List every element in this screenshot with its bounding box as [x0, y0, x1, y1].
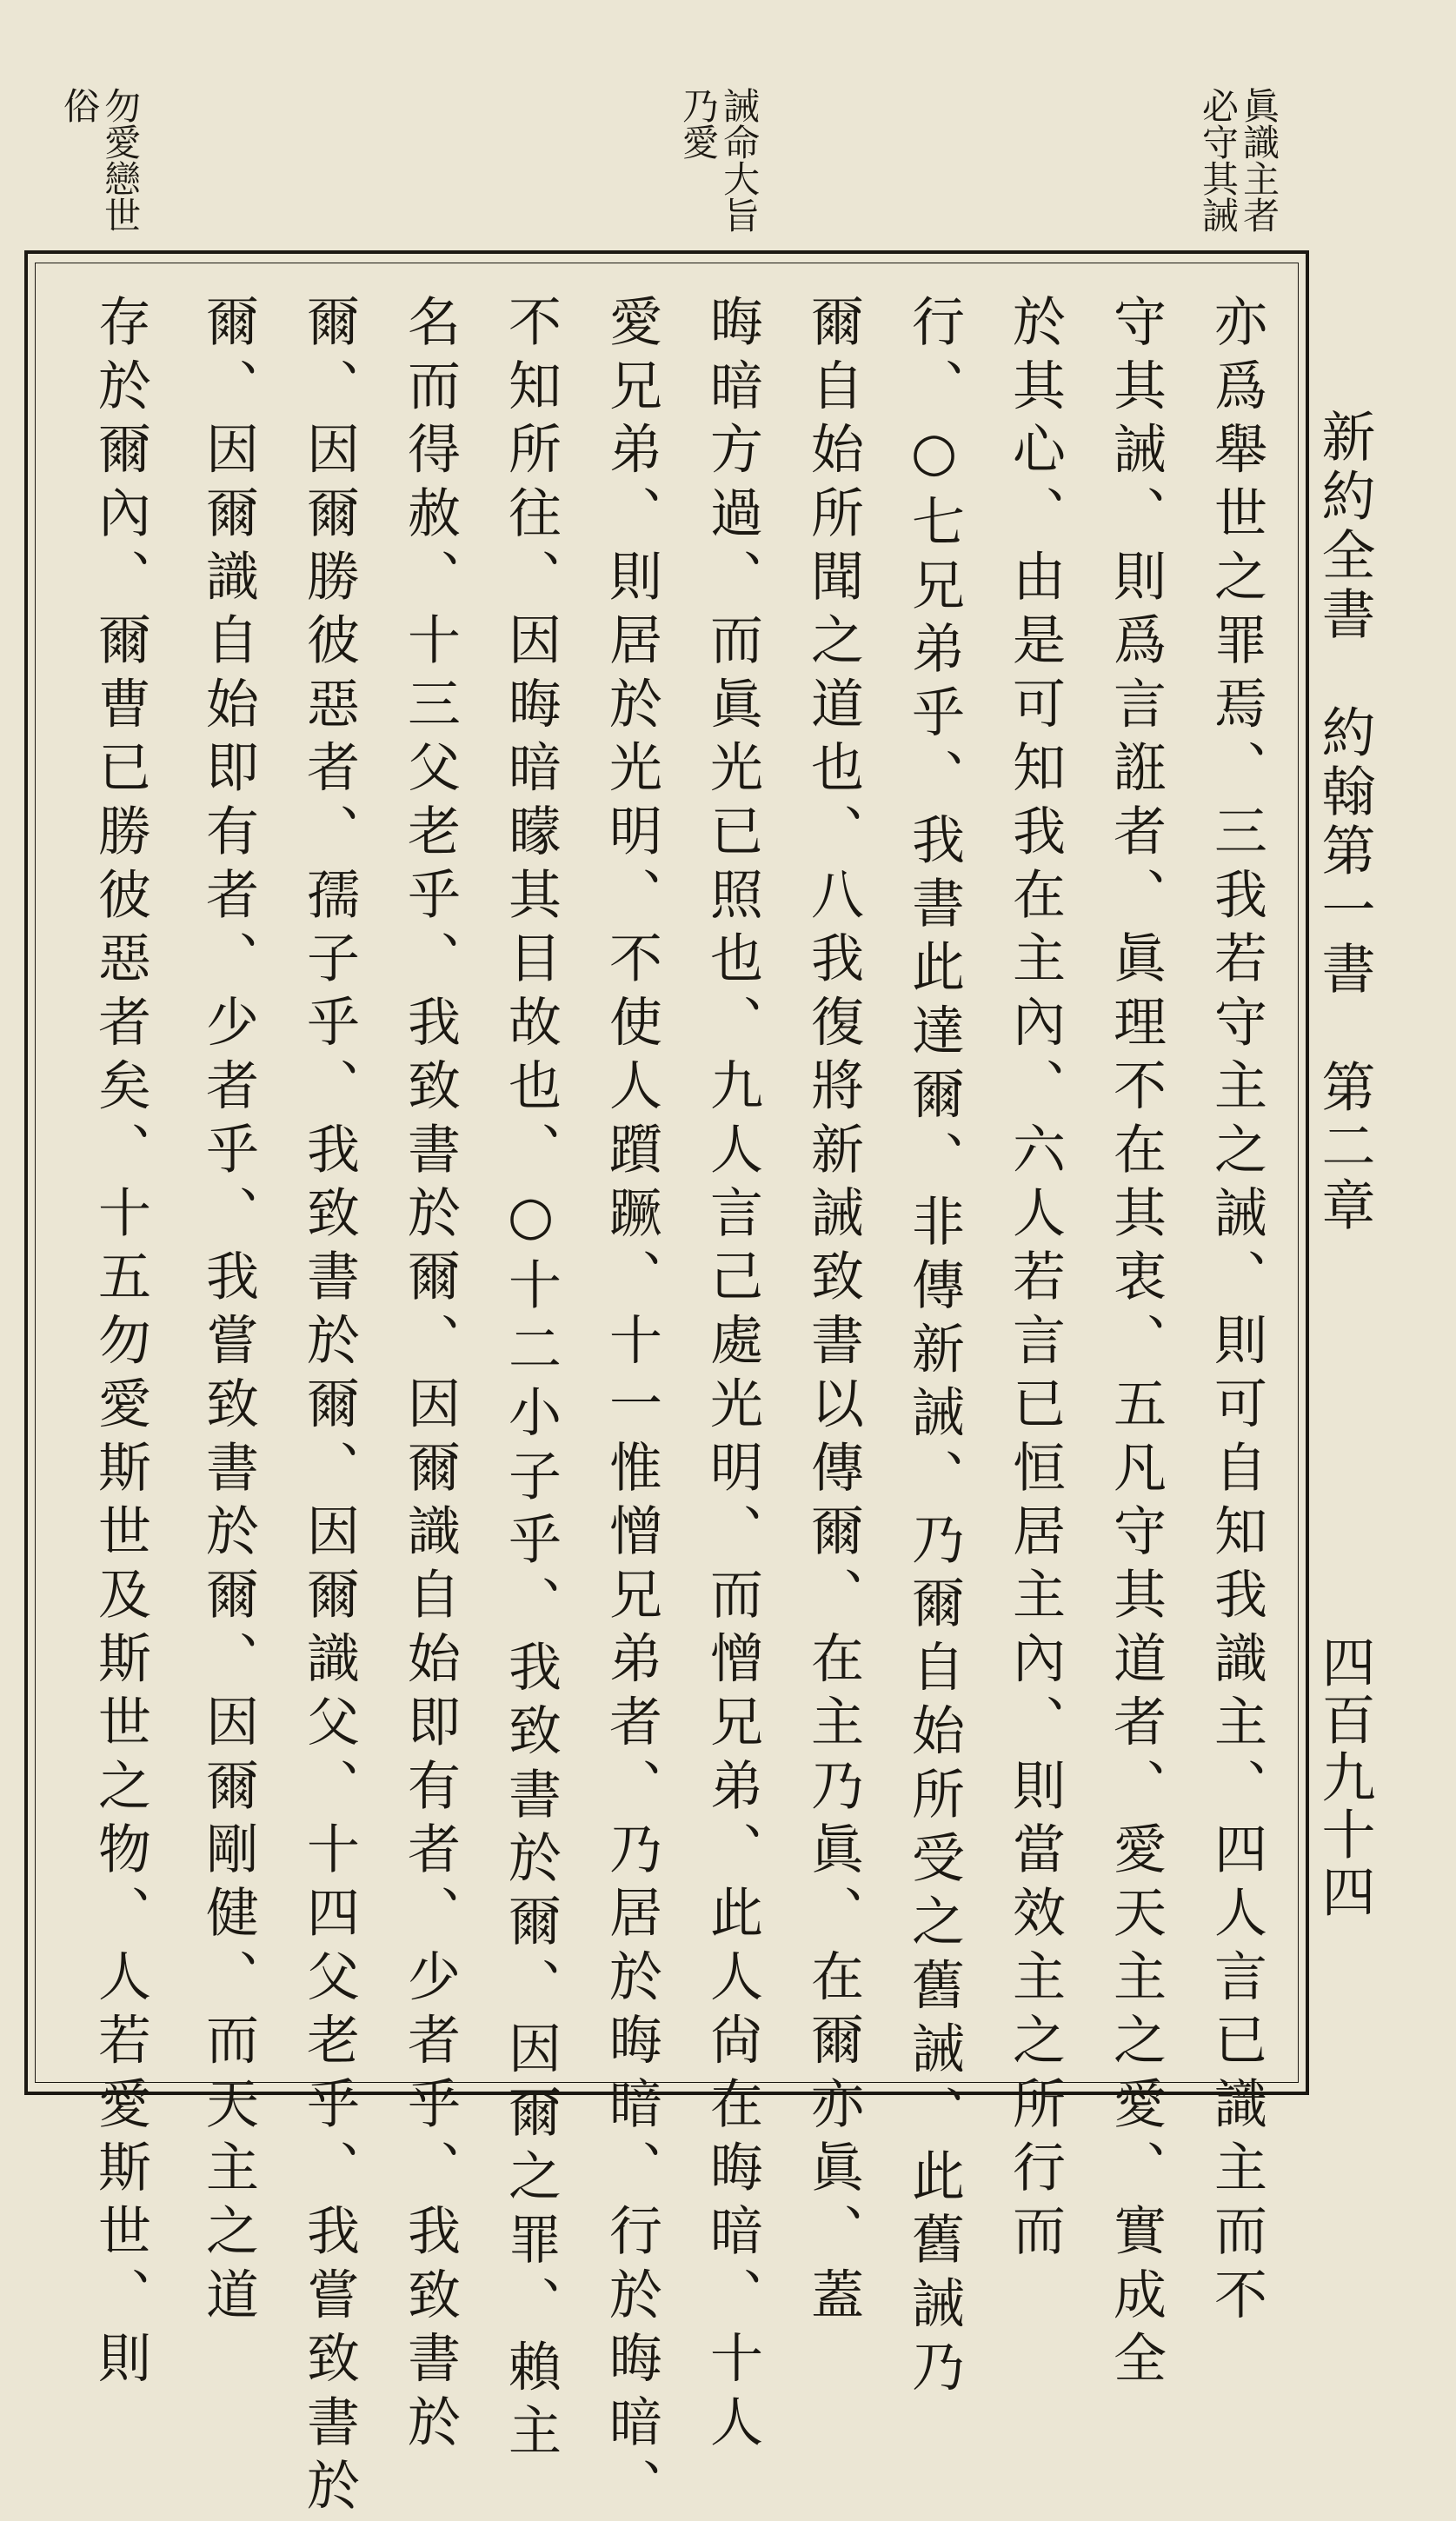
- text-column: 爾、因爾識自始即有者、少者乎、我嘗致書於爾、因爾剛健、而天主之道: [197, 294, 259, 2331]
- text-column: 名而得赦、十三父老乎、我致書於爾、因爾識自始即有者、少者乎、我致書於: [399, 294, 461, 2458]
- text-column: 愛兄弟、則居於光明、不使人躓蹶、十一惟憎兄弟者、乃居於晦暗、行於晦暗、: [601, 294, 662, 2521]
- text-column: 晦暗方過、而眞光已照也、九人言己處光明、而憎兄弟、此人尙在晦暗、十人: [701, 294, 763, 2458]
- margin-note: 眞識主者 必守其誡: [1197, 87, 1281, 233]
- margin-note: 誡命大旨 乃愛: [677, 87, 761, 233]
- text-column: 守其誡、則爲言誑者、眞理不在其衷、五凡守其道者、愛天主之愛、實成全: [1105, 294, 1167, 2394]
- running-head: 新約全書 約翰第一書 第二章: [1313, 409, 1376, 1236]
- text-column: 於其心、由是可知我在主內、六人若言已恒居主內、則當效主之所行而: [1004, 294, 1066, 2267]
- text-column: 爾、因爾勝彼惡者、孺子乎、我致書於爾、因爾識父、十四父老乎、我嘗致書於: [298, 294, 360, 2521]
- margin-note: 勿愛戀世 俗: [58, 87, 143, 233]
- text-column: 不知所往、因晦暗矇其目故也、○十二小子乎、我致書於爾、因爾之罪、賴主: [500, 294, 562, 2466]
- text-column: 亦爲舉世之罪焉、三我若守主之誡、則可自知我識主、四人言已識主而不: [1206, 294, 1267, 2331]
- text-column: 存於爾內、爾曹已勝彼惡者矣、十五勿愛斯世及斯世之物、人若愛斯世、則: [90, 294, 151, 2394]
- page-number: 四百九十四: [1313, 1634, 1376, 1921]
- text-column: 行、○七兄弟乎、我書此達爾、非傳新誡、乃爾自始所受之舊誡、此舊誡乃: [903, 294, 965, 2403]
- text-column: 爾自始所聞之道也、八我復將新誡致書以傳爾、在主乃眞、在爾亦眞、蓋: [802, 294, 864, 2331]
